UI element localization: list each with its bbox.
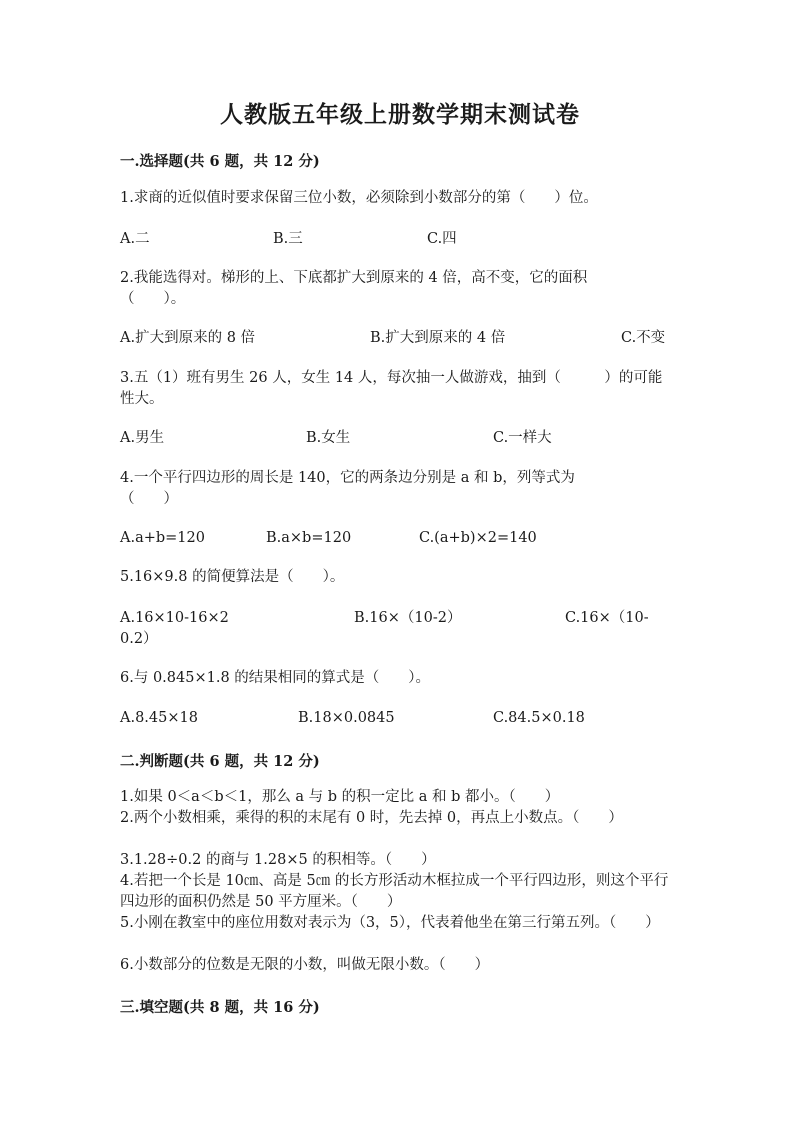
choice-question-6: 6.与 0.845×1.8 的结果相同的算式是（ ）。 (120, 670, 431, 686)
choice-3-option-b: B.女生 (306, 430, 351, 446)
choice-question-3: 3.五（1）班有男生 26 人，女生 14 人，每次抽一人做游戏，抽到（ ）的可能性大。 (120, 370, 663, 407)
choice-4-option-b: B.a×b=120 (266, 530, 352, 546)
judge-question-1: 1.如果 0＜a＜b＜1，那么 a 与 b 的积一定比 a 和 b 都小。（ ） (120, 789, 560, 805)
section-heading-choice: 一.选择题(共 6 题，共 12 分) (120, 153, 320, 170)
section-heading-fill: 三.填空题(共 8 题，共 16 分) (120, 999, 320, 1016)
judge-question-2: 2.两个小数相乘，乘得的积的末尾有 0 时，先去掉 0，再点上小数点。（ ） (120, 810, 623, 826)
section-heading-judge: 二.判断题(共 6 题，共 12 分) (120, 753, 320, 770)
choice-2-option-a: A.扩大到原来的 8 倍 (120, 330, 256, 346)
choice-5-option-a: A.16×10-16×2 (120, 610, 229, 626)
choice-3-option-a: A.男生 (120, 430, 165, 446)
judge-question-4: 4.若把一个长是 10㎝、高是 5㎝ 的长方形活动木框拉成一个平行四边形，则这个平行四边形的面积仍然是 50 平方厘米。（ ） (120, 873, 669, 910)
choice-6-option-a: A.8.45×18 (120, 710, 198, 726)
choice-1-option-c: C.四 (427, 231, 457, 247)
choice-1-option-a: A.二 (120, 231, 150, 247)
choice-6-option-b: B.18×0.0845 (298, 710, 395, 726)
judge-question-5: 5.小刚在教室中的座位用数对表示为（3，5），代表着他坐在第三行第五列。（ ） (120, 915, 660, 931)
choice-question-2: 2.我能选得对。梯形的上、下底都扩大到原来的 4 倍，高不变，它的面积（ ）。 (120, 270, 588, 307)
choice-question-1: 1.求商的近似值时要求保留三位小数，必须除到小数部分的第（ ）位。 (120, 190, 598, 206)
choice-3-option-c: C.一样大 (493, 430, 552, 446)
page-title: 人教版五年级上册数学期末测试卷 (220, 101, 580, 128)
choice-6-option-c: C.84.5×0.18 (493, 710, 585, 726)
choice-5-option-c: C.16×（10- (565, 610, 649, 626)
choice-2-option-c: C.不变 (621, 330, 666, 346)
judge-question-6: 6.小数部分的位数是无限的小数，叫做无限小数。（ ） (120, 957, 490, 973)
choice-5-option-b: B.16×（10-2） (354, 610, 462, 626)
choice-5-option-c-continued: 0.2） (120, 631, 158, 647)
choice-question-5: 5.16×9.8 的简便算法是（ ）。 (120, 569, 345, 585)
choice-1-option-b: B.三 (273, 231, 303, 247)
choice-question-4: 4.一个平行四边形的周长是 140，它的两条边分别是 a 和 b，列等式为（ ） (120, 470, 575, 507)
choice-2-option-b: B.扩大到原来的 4 倍 (370, 330, 506, 346)
judge-question-3: 3.1.28÷0.2 的商与 1.28×5 的积相等。（ ） (120, 852, 436, 868)
choice-4-option-a: A.a+b=120 (120, 530, 205, 546)
choice-4-option-c: C.(a+b)×2=140 (419, 530, 537, 546)
